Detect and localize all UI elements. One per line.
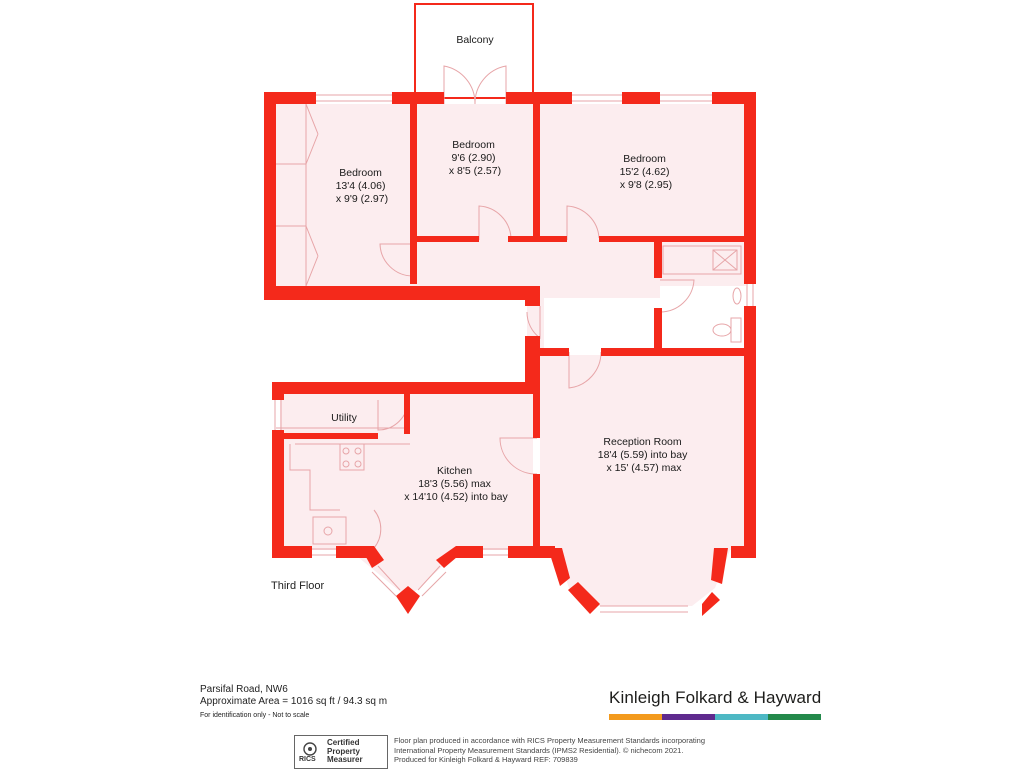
- property-area: Approximate Area = 1016 sq ft / 94.3 sq m: [200, 696, 388, 707]
- brand-color-stripes: [609, 714, 821, 720]
- stripe-green: [768, 714, 821, 720]
- rics-logo-text: RICS: [299, 756, 316, 763]
- agency-name: Kinleigh Folkard & Hayward: [609, 688, 822, 707]
- property-address: Parsifal Road, NW6: [200, 684, 288, 695]
- room-label-balcony: Balcony: [456, 34, 494, 46]
- room-label-bedroom-1: Bedroom 13'4 (4.06) x 9'9 (2.97): [335, 167, 389, 205]
- disclaimer: Floor plan produced in accordance with RICS Property Measurement Standards incorporating International Property Measurement Standards (IPMS2 Residential). © nichecom 2021. Produced for Kinleigh Folkard & Hayward REF: 709839: [394, 736, 705, 764]
- identification-note: For identification only - Not to scale: [200, 712, 310, 719]
- balcony-outline: [415, 4, 533, 98]
- stripe-orange: [609, 714, 662, 720]
- room-label-reception: Reception Room 18'4 (5.59) into bay x 15' (4.57) max: [597, 436, 688, 474]
- stripe-purple: [662, 714, 715, 720]
- room-label-utility: Utility: [331, 412, 357, 424]
- property-info: [200, 684, 387, 722]
- rics-badge: [294, 735, 388, 769]
- room-label-bedroom-2: Bedroom 9'6 (2.90) x 8'5 (2.57): [448, 139, 502, 177]
- rics-certified-text: Certified Property Measurer: [327, 738, 363, 765]
- floor-label: Third Floor: [271, 580, 325, 592]
- room-label-bedroom-3: Bedroom 15'2 (4.62) x 9'8 (2.95): [619, 153, 673, 191]
- room-label-kitchen: Kitchen 18'3 (5.56) max x 14'10 (4.52) into bay: [404, 465, 508, 503]
- stripe-teal: [715, 714, 768, 720]
